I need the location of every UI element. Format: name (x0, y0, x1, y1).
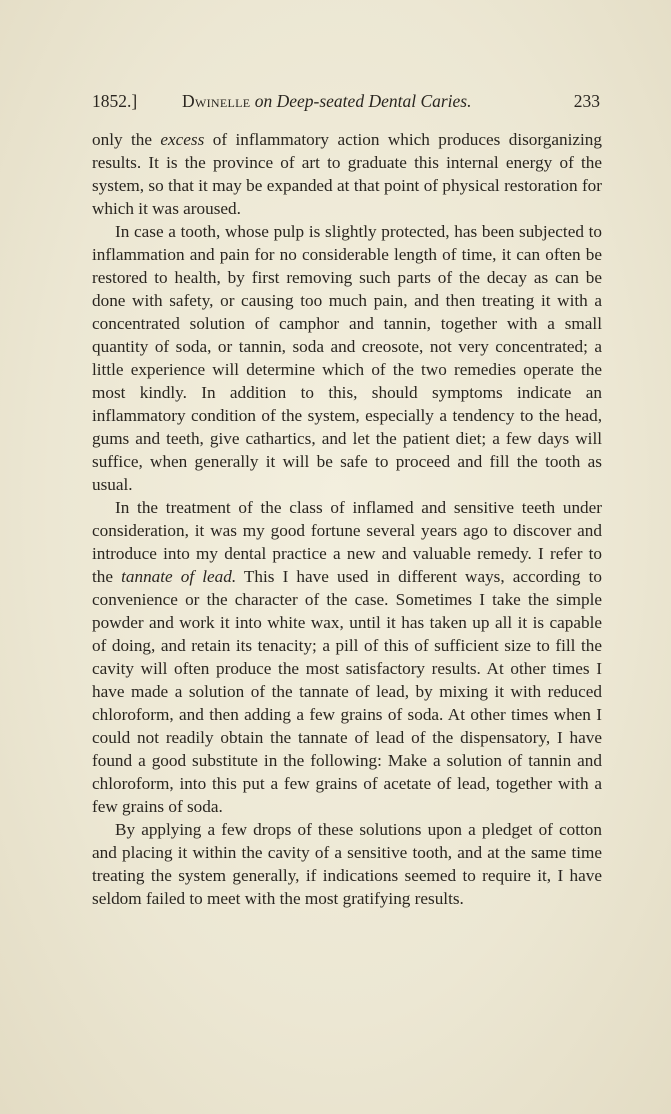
paragraph-text: In case a tooth, whose pulp is slightly protected, has been subjected to inflammation and pain for no considerable length of time, it can often be restored to health, by first removing such parts of the decay as can be done with safety, or causing too much pain, and then treating it with a concentrated solution of camphor and tannin, together with a small quantity of soda, or tannin, soda and creosote, not very concentrated; a little experience will determine which of the two remedies operate the most kindly. In addition to this, should symptoms indicate an inflammatory condition of the system, especially a tendency to the head, gums and teeth, give cathartics, and let the patient diet; a few days will suffice, when generally it will be safe to proceed and fill the tooth as usual. (92, 222, 602, 494)
paragraph (92, 220, 602, 496)
paragraph-text: only the (92, 130, 161, 149)
article-title: Deep-seated Dental Caries. (276, 91, 472, 111)
year-label: 1852.] (92, 91, 138, 111)
paragraph (92, 496, 602, 818)
page-number: 233 (573, 91, 600, 111)
paragraph (92, 818, 602, 910)
header-title (182, 88, 472, 114)
header-on: on (254, 91, 273, 111)
italic-text: tannate of lead. (121, 567, 237, 586)
body-text (92, 128, 602, 910)
running-header (92, 88, 600, 114)
paragraph-text: By applying a few drops of these solutions upon a pledget of cotton and placing it within the cavity of a sensitive tooth, and at the same time treating the system generally, if indications seemed to require it, I have seldom failed to meet with the most gratifying results. (92, 820, 602, 908)
paragraph-text: In the treatment of the class of inflamed and sensitive teeth under consideration, it was my good fortune several years ago to discover and introduce into my dental practice a new and valuable remedy. I refer to the (92, 498, 602, 586)
paragraph (92, 128, 602, 220)
paragraph-text: of inflammatory action which produces disorganizing results. It is the province of art to graduate this internal energy of the system, so that it may be expanded at that point of physical restoration for which it was aroused. (92, 130, 602, 218)
paragraph-text: This I have used in different ways, according to convenience or the character of the case. Sometimes I take the simple powder and work it into white wax, until it has taken up all it is capable of doing, and retain its tenacity; a pill of this of sufficient size to fill the cavity will often produce the most satisfactory results. At other times I have made a solution of the tannate of lead, by mixing it with reduced chloroform, and then adding a few grains of soda. At other times when I could not readily obtain the tannate of lead of the dispensatory, I have found a good substitute in the following: Make a solution of tannin and chloroform, into this put a few grains of acetate of lead, together with a few grains of soda. (92, 567, 602, 816)
author-name: Dwinelle (182, 91, 251, 111)
italic-text: excess (160, 130, 205, 149)
